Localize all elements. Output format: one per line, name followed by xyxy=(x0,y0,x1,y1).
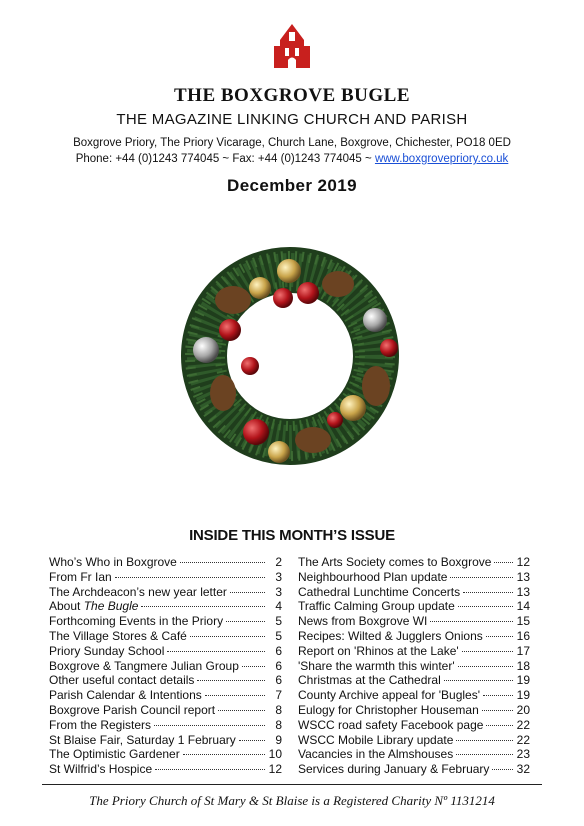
toc-entry[interactable] xyxy=(49,703,282,718)
toc-entry[interactable] xyxy=(298,762,530,777)
toc-entry[interactable] xyxy=(49,673,282,688)
toc-entry-title: Neighbourhood Plan update xyxy=(298,569,448,584)
toc-leader-dots xyxy=(458,666,513,667)
toc-entry[interactable] xyxy=(49,644,282,659)
toc-leader-dots xyxy=(230,592,265,593)
toc-entry-page: 8 xyxy=(275,702,282,717)
toc-leader-dots xyxy=(450,577,513,578)
toc-entry-page: 13 xyxy=(516,569,530,584)
toc-leader-dots xyxy=(190,636,265,637)
toc-entry-page: 6 xyxy=(275,673,282,688)
toc-leader-dots xyxy=(205,695,265,696)
toc-entry-title: Parish Calendar & Intentions xyxy=(49,688,202,703)
toc-entry-page: 7 xyxy=(275,688,282,703)
toc-entry-title: WSCC Mobile Library update xyxy=(298,732,454,747)
address-line: Boxgrove Priory, The Priory Vicarage, Church Lane, Boxgrove, Chichester, PO18 0ED xyxy=(73,137,511,149)
toc-leader-dots xyxy=(226,621,265,622)
toc-leader-dots xyxy=(494,562,513,563)
toc-entry[interactable] xyxy=(298,585,530,600)
toc-entry-page: 14 xyxy=(516,599,530,614)
toc-entry-title: Forthcoming Events in the Priory xyxy=(49,614,224,629)
toc-entry-title: Report on 'Rhinos at the Lake' xyxy=(298,643,459,658)
toc-entry[interactable] xyxy=(49,762,282,777)
toc-entry[interactable] xyxy=(298,644,530,659)
toc-entry-title: Boxgrove & Tangmere Julian Group xyxy=(49,658,239,673)
magazine-subtitle: THE MAGAZINE LINKING CHURCH AND PARISH xyxy=(116,111,468,128)
toc-entry-title: The Arts Society comes to Boxgrove xyxy=(298,555,492,569)
toc-entry-page: 13 xyxy=(516,584,530,599)
toc-entry-page: 9 xyxy=(275,732,282,747)
toc-entry-page: 5 xyxy=(275,628,282,643)
toc-entry[interactable] xyxy=(49,659,282,674)
toc-entry-title: 'Share the warmth this winter' xyxy=(298,658,455,673)
toc-entry-page: 4 xyxy=(275,599,282,614)
toc-entry-page: 19 xyxy=(516,673,530,688)
toc-entry[interactable] xyxy=(298,629,530,644)
toc-leader-dots xyxy=(239,740,265,741)
toc-entry-title: Vacancies in the Almshouses xyxy=(298,747,454,762)
toc-entry-title: Christmas at the Cathedral xyxy=(298,673,441,688)
toc-entry[interactable] xyxy=(298,555,530,570)
toc-entry[interactable] xyxy=(298,659,530,674)
toc-entry-page: 23 xyxy=(516,747,530,762)
toc-entry-page: 12 xyxy=(268,762,282,777)
toc-entry-page: 12 xyxy=(516,555,530,569)
toc-entry[interactable] xyxy=(298,733,530,748)
toc-entry-page: 8 xyxy=(275,717,282,732)
toc-entry[interactable] xyxy=(49,570,282,585)
toc-leader-dots xyxy=(456,740,513,741)
toc-entry[interactable] xyxy=(49,718,282,733)
toc-entry-page: 10 xyxy=(268,747,282,762)
toc-leader-dots xyxy=(242,666,265,667)
toc-leader-dots xyxy=(482,710,513,711)
toc-entry[interactable] xyxy=(49,614,282,629)
toc-entry-title: Cathedral Lunchtime Concerts xyxy=(298,584,461,599)
toc-entry[interactable] xyxy=(49,747,282,762)
toc-entry-page: 16 xyxy=(516,628,530,643)
toc-entry-title: Recipes: Wilted & Jugglers Onions xyxy=(298,628,483,643)
toc-leader-dots xyxy=(430,621,513,622)
toc-entry-page: 20 xyxy=(516,702,530,717)
toc-leader-dots xyxy=(180,562,265,563)
phone-fax-text: Phone: +44 (0)1243 774045 ~ Fax: +44 (0)1243 774045 ~ xyxy=(75,153,375,165)
toc-entry-page: 6 xyxy=(275,643,282,658)
charity-notice: The Priory Church of St Mary & St Blaise is a Registered Charity Nº 1131214 xyxy=(89,793,495,808)
website-link[interactable]: www.boxgrovepriory.co.uk xyxy=(374,153,509,165)
toc-entry-title: St Wilfrid’s Hospice xyxy=(49,762,153,777)
toc-leader-dots xyxy=(115,577,265,578)
toc-right-column xyxy=(298,555,530,777)
toc-entry-title: County Archive appeal for 'Bugles' xyxy=(298,688,481,703)
toc-leader-dots xyxy=(218,710,265,711)
toc-left-column xyxy=(49,555,282,777)
toc-leader-dots xyxy=(492,769,513,770)
toc-entry[interactable] xyxy=(298,718,530,733)
toc-entry-title: The Optimistic Gardener xyxy=(49,747,180,762)
toc-entry[interactable] xyxy=(298,570,530,585)
toc-entry-page: 32 xyxy=(516,762,530,777)
toc-leader-dots xyxy=(483,695,513,696)
toc-entry[interactable] xyxy=(298,703,530,718)
toc-entry-title: From the Registers xyxy=(49,717,152,732)
toc-entry[interactable] xyxy=(49,555,282,570)
contact-line xyxy=(0,153,584,165)
toc-entry[interactable] xyxy=(298,747,530,762)
toc-entry-title: Eulogy for Christopher Houseman xyxy=(298,702,479,717)
toc-entry-title: WSCC road safety Facebook page xyxy=(298,717,484,732)
toc-leader-dots xyxy=(167,651,265,652)
issue-date: December 2019 xyxy=(227,176,357,195)
toc-entry-page: 19 xyxy=(516,688,530,703)
toc-entry[interactable] xyxy=(298,614,530,629)
magazine-title: THE BOXGROVE BUGLE xyxy=(174,85,410,106)
toc-leader-dots xyxy=(456,754,513,755)
toc-entry-title: The Village Stores & Café xyxy=(49,628,187,643)
toc-leader-dots xyxy=(486,725,513,726)
toc-leader-dots xyxy=(155,769,265,770)
toc-leader-dots xyxy=(444,680,513,681)
toc-entry-page: 5 xyxy=(275,614,282,629)
toc-heading: INSIDE THIS MONTH’S ISSUE xyxy=(189,527,395,544)
toc-leader-dots xyxy=(183,754,265,755)
toc-entry-title: Other useful contact details xyxy=(49,673,195,688)
toc-entry[interactable] xyxy=(298,673,530,688)
toc-entry-title: St Blaise Fair, Saturday 1 February xyxy=(49,732,236,747)
toc-entry-page: 22 xyxy=(516,732,530,747)
toc-leader-dots xyxy=(141,606,265,607)
toc-entry-page: 3 xyxy=(275,584,282,599)
toc-entry-page: 3 xyxy=(275,569,282,584)
toc-entry-title: Boxgrove Parish Council report xyxy=(49,702,216,717)
toc-leader-dots xyxy=(462,651,513,652)
toc-leader-dots xyxy=(463,592,513,593)
toc-entry-title: About The Bugle xyxy=(49,599,139,614)
toc-entry-page: 22 xyxy=(516,717,530,732)
toc-entry-page: 2 xyxy=(275,555,282,569)
christmas-wreath-image xyxy=(170,240,410,470)
church-tower-logo-icon xyxy=(272,22,312,70)
toc-leader-dots xyxy=(197,680,265,681)
toc-entry-page: 15 xyxy=(516,614,530,629)
toc-entry-title: Priory Sunday School xyxy=(49,643,165,658)
toc-entry-title: The Archdeacon’s new year letter xyxy=(49,584,227,599)
toc-entry-title: Who’s Who in Boxgrove xyxy=(49,555,177,569)
toc-entry[interactable] xyxy=(49,733,282,748)
toc-leader-dots xyxy=(486,636,513,637)
toc-entry[interactable] xyxy=(49,599,282,614)
toc-entry-page: 18 xyxy=(516,658,530,673)
toc-entry[interactable] xyxy=(298,688,530,703)
toc-entry[interactable] xyxy=(49,585,282,600)
toc-leader-dots xyxy=(458,606,513,607)
toc-entry[interactable] xyxy=(49,688,282,703)
toc-leader-dots xyxy=(154,725,265,726)
toc-entry-title: Services during January & February xyxy=(298,762,490,777)
footer-divider xyxy=(42,784,542,785)
toc-entry-title: Traffic Calming Group update xyxy=(298,599,455,614)
toc-entry-page: 6 xyxy=(275,658,282,673)
toc-entry[interactable] xyxy=(49,629,282,644)
toc-entry-title: News from Boxgrove WI xyxy=(298,614,428,629)
toc-entry-page: 17 xyxy=(516,643,530,658)
toc-entry[interactable] xyxy=(298,599,530,614)
toc-entry-title: From Fr Ian xyxy=(49,569,112,584)
